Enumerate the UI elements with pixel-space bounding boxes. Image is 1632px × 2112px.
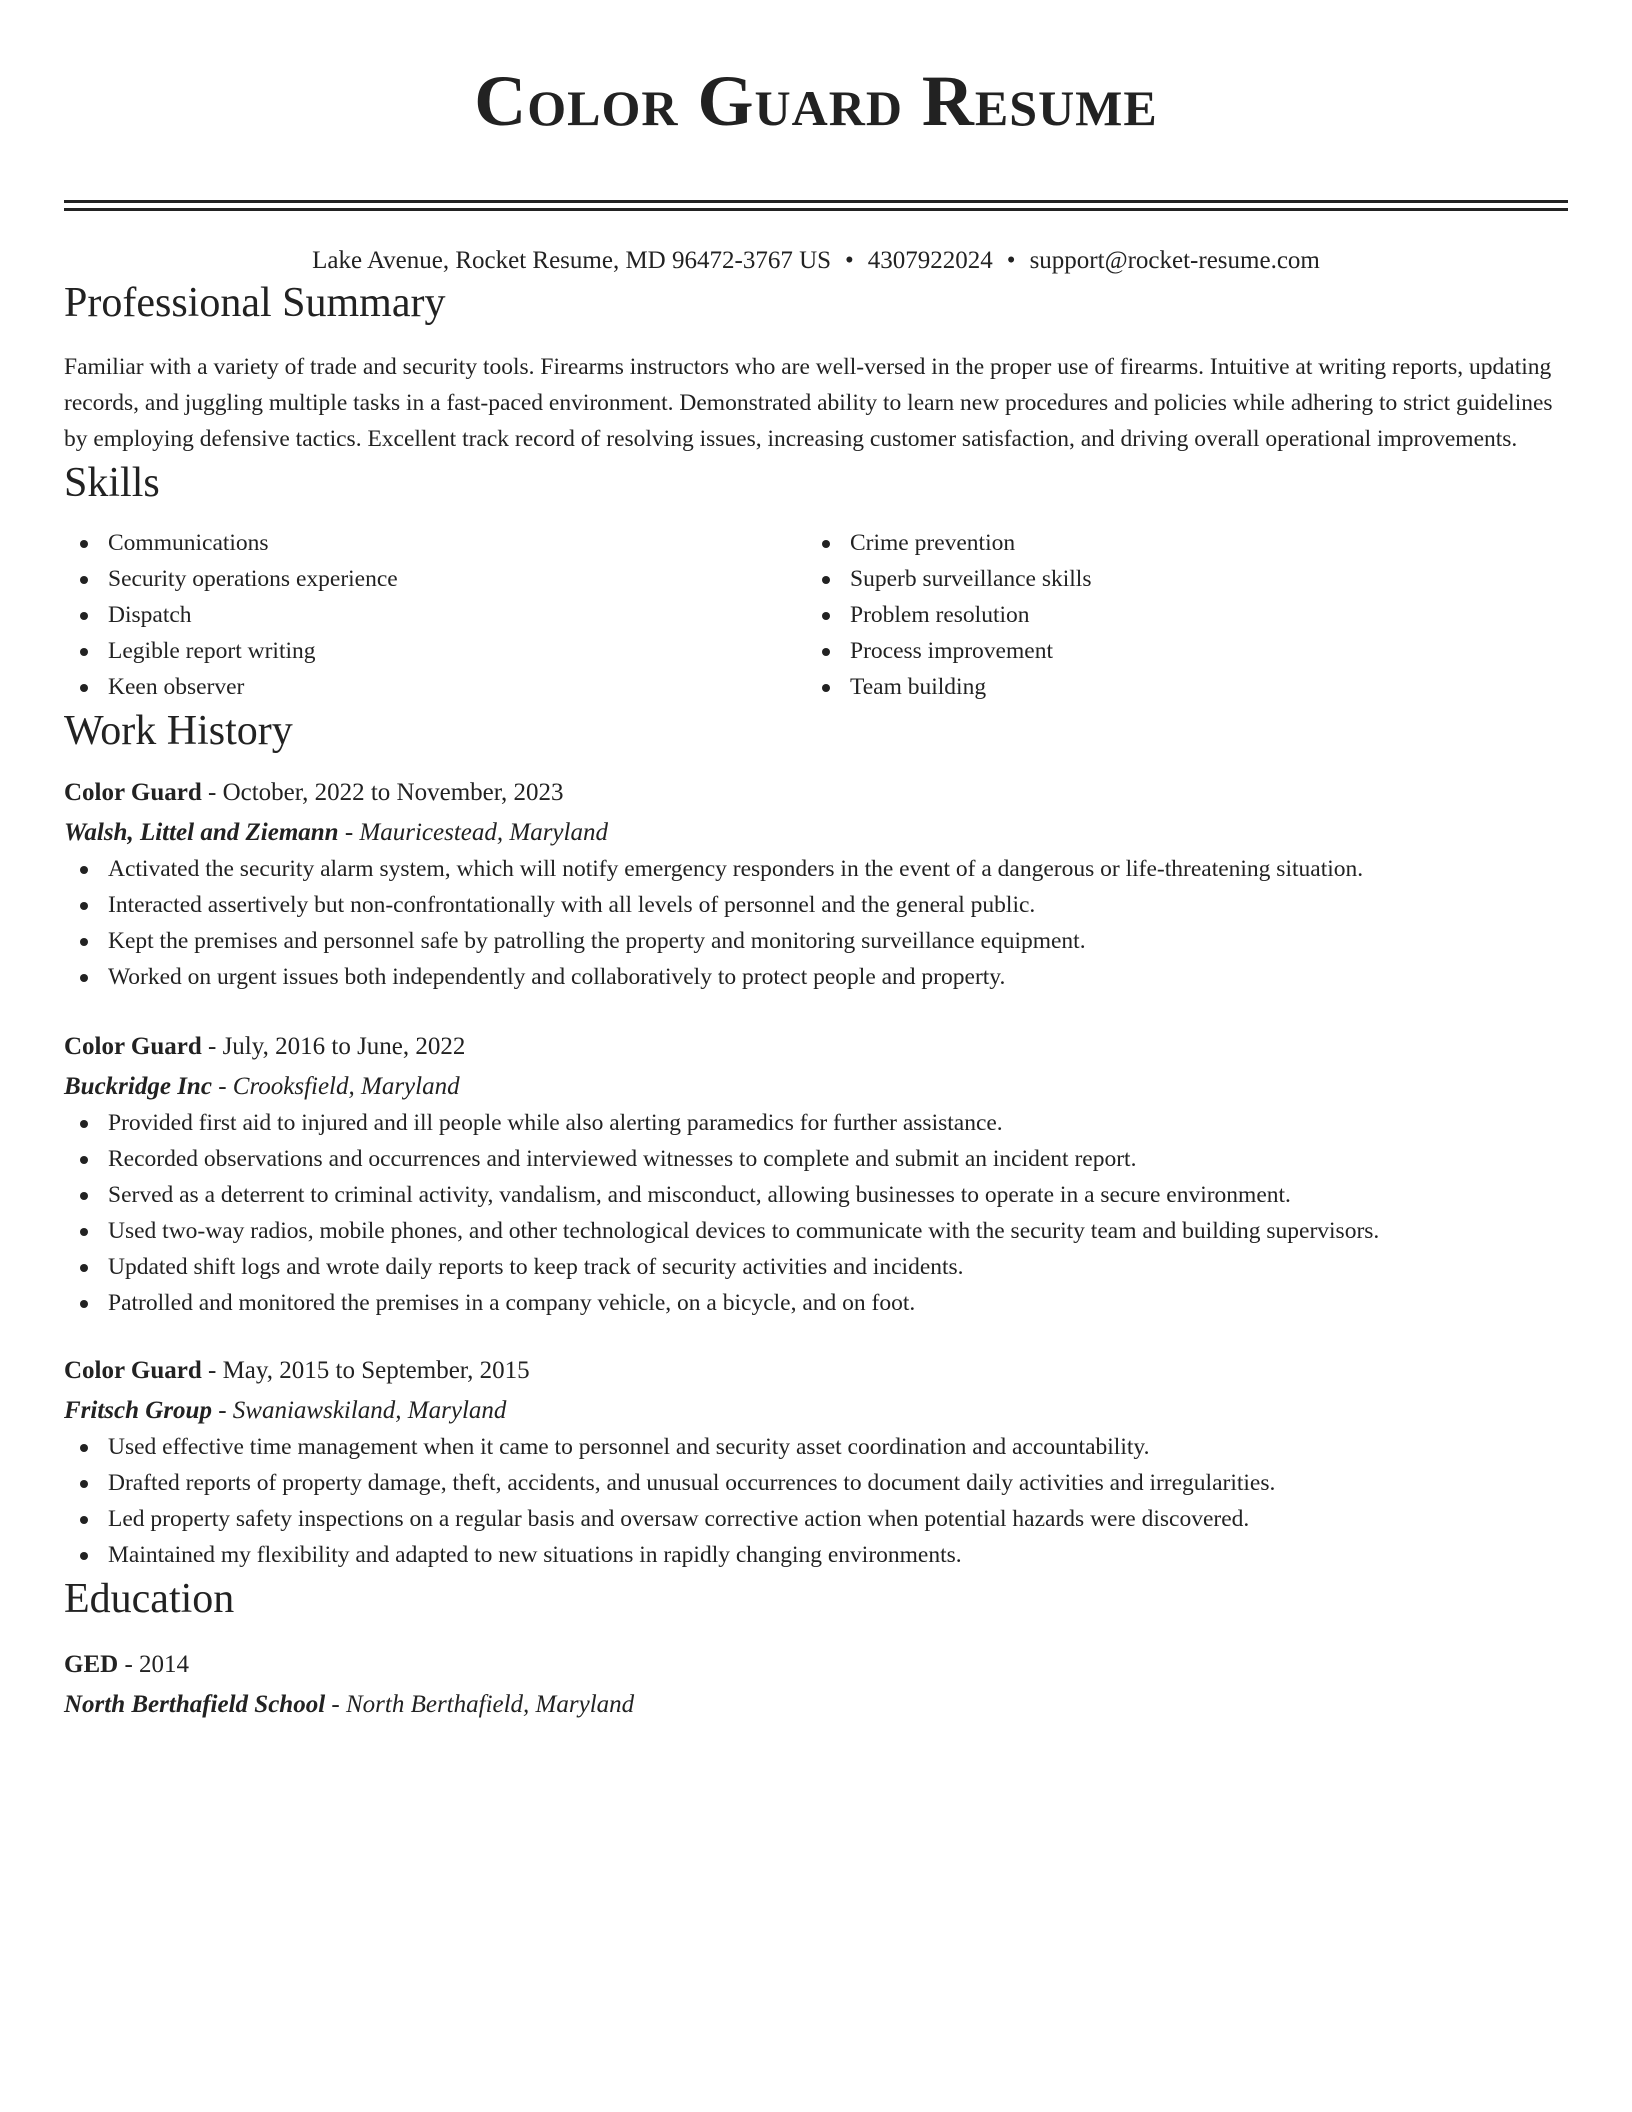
job-duties bbox=[64, 851, 1568, 995]
education-heading: Education bbox=[64, 1576, 235, 1622]
skill-item: Superb surveillance skills bbox=[806, 561, 1548, 597]
job-duty: Interacted assertively but non-confrontationally with all levels of personnel and the general public. bbox=[64, 887, 1568, 923]
job-duty: Kept the premises and personnel safe by patrolling the property and monitoring surveillance equipment. bbox=[64, 923, 1568, 959]
contact-separator: • bbox=[1006, 247, 1016, 274]
job-title-line bbox=[64, 1029, 1568, 1065]
job-entry bbox=[64, 775, 1568, 995]
job-duty: Worked on urgent issues both independently and collaboratively to protect people and property. bbox=[64, 959, 1568, 995]
school-name: North Berthafield School bbox=[64, 1691, 326, 1718]
job-duty: Used two-way radios, mobile phones, and other technological devices to communicate with the security team and building supervisors. bbox=[64, 1213, 1568, 1249]
job-location: - Crooksfield, Maryland bbox=[211, 1073, 460, 1100]
work-history-heading: Work History bbox=[64, 708, 293, 754]
resume-title: Color Guard Resume bbox=[474, 61, 1158, 141]
job-company-line bbox=[64, 815, 1568, 851]
summary-heading: Professional Summary bbox=[64, 280, 446, 326]
skill-item: Process improvement bbox=[806, 633, 1548, 669]
skills-column-right bbox=[806, 525, 1548, 705]
job-duty: Provided first aid to injured and ill people while also alerting paramedics for further assistance. bbox=[64, 1105, 1568, 1141]
job-title: Color Guard bbox=[64, 779, 202, 806]
job-dates: - July, 2016 to June, 2022 bbox=[201, 1033, 466, 1060]
job-entry bbox=[64, 1029, 1568, 1321]
job-dates: - May, 2015 to September, 2015 bbox=[201, 1357, 530, 1384]
graduation-year: - 2014 bbox=[118, 1651, 190, 1678]
skill-item: Crime prevention bbox=[806, 525, 1548, 561]
job-company-line bbox=[64, 1069, 1568, 1105]
job-location: - Mauricestead, Maryland bbox=[338, 819, 608, 846]
job-duties bbox=[64, 1429, 1568, 1573]
school-line bbox=[64, 1687, 1568, 1723]
job-duty: Maintained my flexibility and adapted to new situations in rapidly changing environments. bbox=[64, 1537, 1568, 1573]
job-duty: Recorded observations and occurrences and interviewed witnesses to complete and submit an incident report. bbox=[64, 1141, 1568, 1177]
degree-line bbox=[64, 1647, 1568, 1683]
school-location: - North Berthafield, Maryland bbox=[325, 1691, 635, 1718]
skills-list bbox=[64, 525, 1568, 705]
skill-item: Legible report writing bbox=[64, 633, 806, 669]
job-duty: Led property safety inspections on a regular basis and oversaw corrective action when potential hazards were discovered. bbox=[64, 1501, 1568, 1537]
job-company: Fritsch Group bbox=[64, 1397, 212, 1424]
job-duty: Served as a deterrent to criminal activity, vandalism, and misconduct, allowing businesses to operate in a secure environment. bbox=[64, 1177, 1568, 1213]
job-entry bbox=[64, 1353, 1568, 1573]
contact-email: support@rocket-resume.com bbox=[1029, 247, 1320, 274]
skill-item: Security operations experience bbox=[64, 561, 806, 597]
contact-line bbox=[64, 245, 1568, 277]
skill-item: Keen observer bbox=[64, 669, 806, 705]
job-location: - Swaniawskiland, Maryland bbox=[211, 1397, 507, 1424]
education-entry bbox=[64, 1647, 1568, 1723]
job-duty: Drafted reports of property damage, theft, accidents, and unusual occurrences to document daily activities and irregularities. bbox=[64, 1465, 1568, 1501]
job-title-line bbox=[64, 775, 1568, 811]
contact-separator: • bbox=[845, 247, 854, 274]
job-company: Buckridge Inc bbox=[64, 1073, 212, 1100]
job-company: Walsh, Littel and Ziemann bbox=[64, 819, 339, 846]
contact-phone: 4307922024 bbox=[867, 247, 993, 274]
job-duties bbox=[64, 1105, 1568, 1321]
skills-column-left bbox=[64, 525, 806, 705]
title-divider bbox=[64, 200, 1568, 211]
job-title-line bbox=[64, 1353, 1568, 1389]
job-dates: - October, 2022 to November, 2023 bbox=[201, 779, 564, 806]
degree: GED bbox=[64, 1651, 119, 1678]
skill-item: Team building bbox=[806, 669, 1548, 705]
job-title: Color Guard bbox=[64, 1033, 202, 1060]
job-duty: Activated the security alarm system, which will notify emergency responders in the event of a dangerous or life-threatening situation. bbox=[64, 851, 1568, 887]
skill-item: Problem resolution bbox=[806, 597, 1548, 633]
summary-text: Familiar with a variety of trade and security tools. Firearms instructors who are well-versed in the proper use of firearms. Intuitive at writing reports, updating records, and juggling multiple tasks in a fast-paced environment. Demonstrated ability to learn new procedures and policies while adhering to strict guidelines by employing defensive tactics. Excellent track record of resolving issues, increasing customer satisfaction, and driving overall operational improvements. bbox=[64, 354, 1553, 452]
skill-item: Dispatch bbox=[64, 597, 806, 633]
skills-heading: Skills bbox=[64, 460, 160, 506]
job-duty: Used effective time management when it came to personnel and security asset coordination and accountability. bbox=[64, 1429, 1568, 1465]
contact-address: Lake Avenue, Rocket Resume, MD 96472-3767 US bbox=[312, 247, 832, 274]
job-company-line bbox=[64, 1393, 1568, 1429]
job-title: Color Guard bbox=[64, 1357, 202, 1384]
job-duty: Updated shift logs and wrote daily reports to keep track of security activities and incidents. bbox=[64, 1249, 1568, 1285]
job-duty: Patrolled and monitored the premises in a company vehicle, on a bicycle, and on foot. bbox=[64, 1285, 1568, 1321]
skill-item: Communications bbox=[64, 525, 806, 561]
